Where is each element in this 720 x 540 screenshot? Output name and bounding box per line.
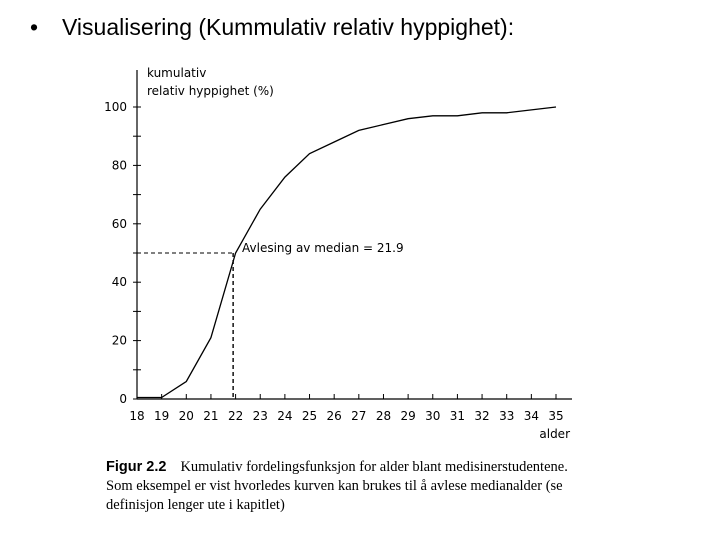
y-axis-title-line2: relativ hyppighet (%) [147,84,274,98]
y-tick-label: 40 [111,275,127,290]
y-tick-label: 60 [111,216,127,231]
y-tick-label: 100 [104,100,127,114]
x-tick-label: 20 [178,409,194,423]
x-tick-label: 28 [375,409,392,423]
x-tick-label: 19 [154,409,170,423]
bullet-marker: • [30,14,39,40]
y-tick-label: 80 [111,158,127,173]
y-tick-label: 0 [119,392,127,406]
x-tick-label: 29 [400,409,416,423]
x-tick-label: 35 [548,409,564,423]
x-tick-label: 25 [301,409,318,423]
chart-axes [137,70,572,399]
x-tick-label: 32 [474,409,490,423]
x-tick-label: 27 [351,409,367,423]
y-axis-title-line1: kumulativ [147,66,207,80]
y-tick-label: 20 [111,333,127,348]
x-tick-label: 31 [449,409,466,423]
x-tick-label: 30 [425,409,441,423]
figure-caption-text: Kumulativ fordelingsfunksjon for alder blant medisinerstudentene. Som eksempel er vist hvorledes kurven kan brukes til å avlese medianalder (se definisjon lenger ute i kapitlet) [106,459,568,513]
x-tick-label: 23 [252,409,268,423]
median-annotation: Avlesing av median = 21.9 [242,241,404,255]
median-guides [137,253,233,399]
x-tick-label: 34 [523,409,539,423]
figure-caption [106,458,581,515]
x-tick-label: 24 [277,409,293,423]
x-axis-title: alder [539,427,570,441]
heading-text: Visualisering (Kummulativ relativ hyppighet): [62,14,515,40]
x-tick-label: 26 [326,409,342,423]
x-tick-label: 33 [499,409,515,423]
figure-label: Figur 2.2 [106,459,167,475]
x-tick-label: 22 [227,409,244,423]
x-tick-label: 18 [129,409,145,423]
x-tick-label: 21 [203,409,219,423]
